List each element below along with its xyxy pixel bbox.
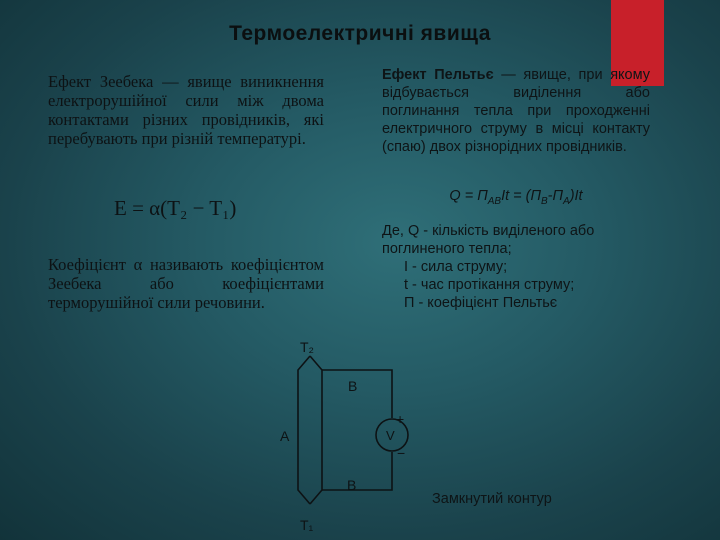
where-line-3: t - час протікання струму; bbox=[404, 277, 575, 293]
circuit-caption: Замкнутий контур bbox=[432, 491, 552, 507]
seebeck-formula: E = α(T₂ − T₁) bbox=[114, 196, 237, 220]
label-t2: T₂ bbox=[300, 339, 314, 355]
where-line-2: I - сила струму; bbox=[404, 259, 508, 275]
label-a: A bbox=[280, 428, 290, 444]
label-b-top: B bbox=[348, 378, 358, 394]
label-t1: T₁ bbox=[300, 517, 314, 533]
slide-title: Термоелектричні явища bbox=[229, 22, 491, 45]
conductor-a-wire-inner bbox=[310, 356, 322, 504]
seebeck-definition: Ефект Зеебека — явище виникнення електрорушійної сили між двома контактами різних провідників, які перебувають при різній температурі. bbox=[48, 72, 324, 148]
peltier-formula: $Q = П_{AB}It = (П_B-П_A)It$ bbox=[449, 188, 583, 207]
peltier-term: Ефект Пельтьє bbox=[382, 67, 494, 83]
where-line-1: Де, Q - кількість виділеного або поглиненого тепла; bbox=[382, 223, 595, 257]
peltier-text: — явище, при якому відбувається виділення або поглинання тепла при проходженні електричного струму в місці контакту (спаю) двох різнорідних провідників. bbox=[382, 67, 650, 155]
coefficient-text: Коефіцієнт α називають коефіцієнтом Зеебека або коефіцієнтами терморушійної сили речовини. bbox=[48, 255, 324, 312]
where-line-4: П - коефіцієнт Пельтьє bbox=[404, 295, 558, 311]
conductor-b-bottom bbox=[322, 452, 392, 490]
label-b-bottom: B bbox=[347, 477, 357, 493]
conductor-a-wire bbox=[298, 356, 310, 504]
plus-sign: + bbox=[396, 411, 405, 427]
voltmeter-label: V bbox=[386, 428, 395, 443]
minus-sign: − bbox=[397, 445, 406, 461]
